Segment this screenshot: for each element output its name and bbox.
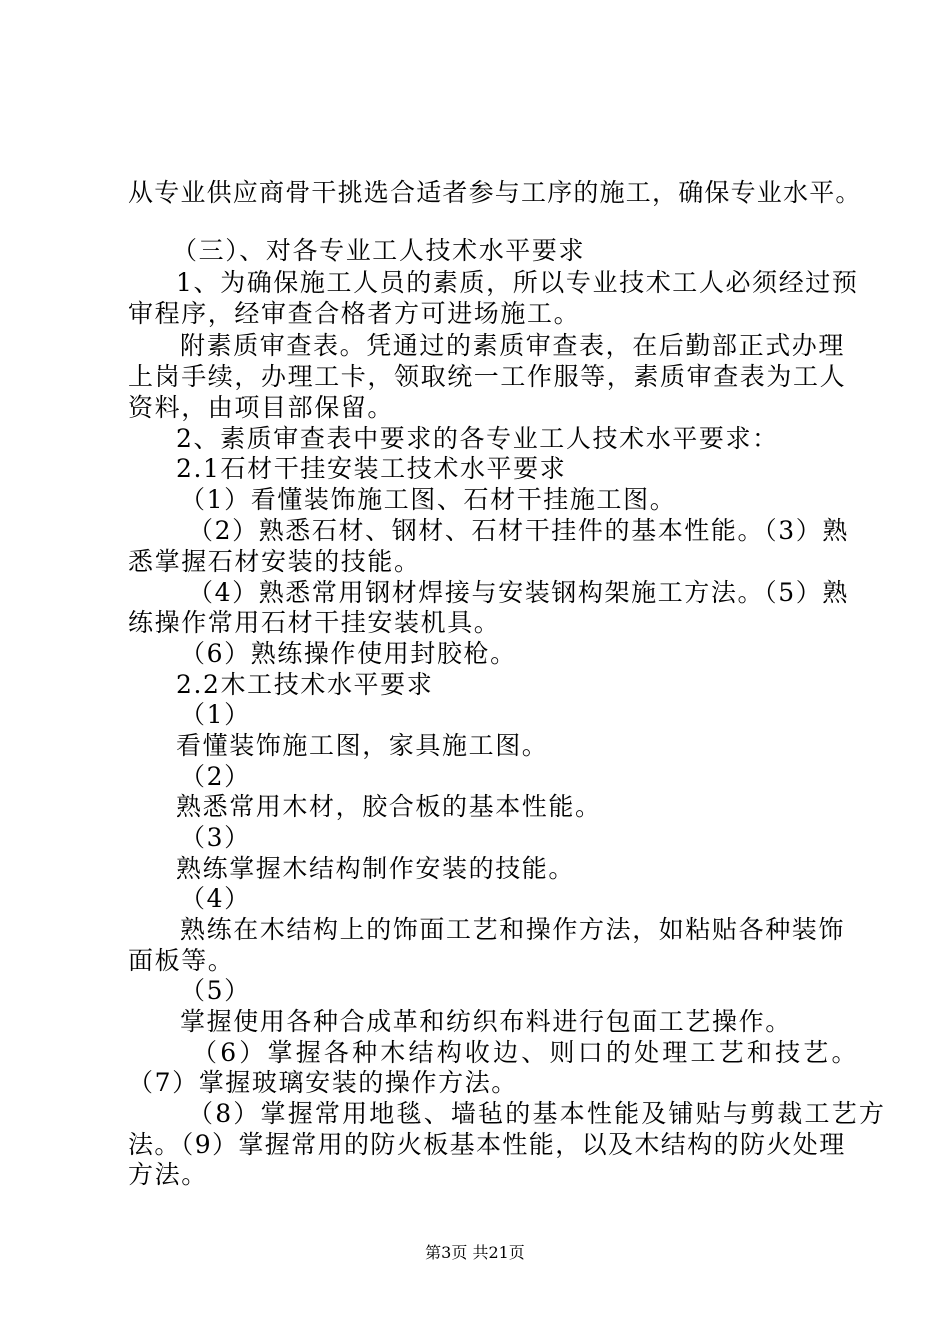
text-line: 方法。 [128, 1160, 208, 1189]
text-line: 从专业供应商骨干挑选合适者参与工序的施工，确保专业水平。 [128, 178, 862, 207]
text-line: （2） [180, 762, 251, 791]
text-line: 熟悉常用木材，胶合板的基本性能。 [176, 792, 602, 821]
section-heading: （三）、对各专业工人技术水平要求 [172, 236, 586, 265]
text-line: （1） [180, 700, 251, 729]
text-line: 法。（9）掌握常用的防火板基本性能，以及木结构的防火处理 [128, 1130, 846, 1159]
text-line: （2）熟悉石材、钢材、石材干挂件的基本性能。（3）熟 [188, 516, 849, 545]
text-line: （6）掌握各种木结构收边、则口的处理工艺和技艺。 [192, 1038, 860, 1067]
text-line: 悉掌握石材安装的技能。 [128, 547, 421, 576]
text-line: （8）掌握常用地毯、墙毡的基本性能及铺贴与剪裁工艺方 [188, 1099, 887, 1128]
text-line: （1）看懂装饰施工图、石材干挂施工图。 [180, 485, 677, 514]
text-line: 资料，由项目部保留。 [128, 393, 395, 422]
page-number-footer: 第3页 共21页 [425, 1243, 525, 1262]
text-line: （3） [180, 823, 251, 852]
subsection-heading: 2.2木工技术水平要求 [176, 670, 434, 699]
text-line: 熟练在木结构上的饰面工艺和操作方法，如粘贴各种装饰 [180, 915, 846, 944]
subsection-heading: 2.1石材干挂安装工技术水平要求 [176, 454, 567, 483]
text-line: （6）熟练操作使用封胶枪。 [180, 639, 517, 668]
text-line: 练操作常用石材干挂安装机具。 [128, 608, 501, 637]
text-line: 掌握使用各种合成革和纺织布料进行包面工艺操作。 [180, 1007, 792, 1036]
text-line: 看懂装饰施工图，家具施工图。 [176, 731, 549, 760]
text-line: 面板等。 [128, 946, 235, 975]
text-line: 2、素质审查表中要求的各专业工人技术水平要求： [176, 424, 779, 453]
text-line: （7）掌握玻璃安装的操作方法。 [128, 1068, 518, 1097]
text-line: 上岗手续，办理工卡，领取统一工作服等，素质审查表为工人 [128, 362, 847, 391]
text-line: 审程序，经审查合格者方可进场施工。 [128, 299, 581, 328]
text-line: （5） [180, 976, 251, 1005]
text-line: 熟练掌握木结构制作安装的技能。 [176, 854, 576, 883]
text-line: 附素质审查表。凭通过的素质审查表，在后勤部正式办理 [180, 331, 846, 360]
text-line: 1、为确保施工人员的素质，所以专业技术工人必须经过预 [176, 268, 859, 297]
text-line: （4）熟悉常用钢材焊接与安装钢构架施工方法。（5）熟 [188, 578, 849, 607]
text-line: （4） [180, 884, 251, 913]
